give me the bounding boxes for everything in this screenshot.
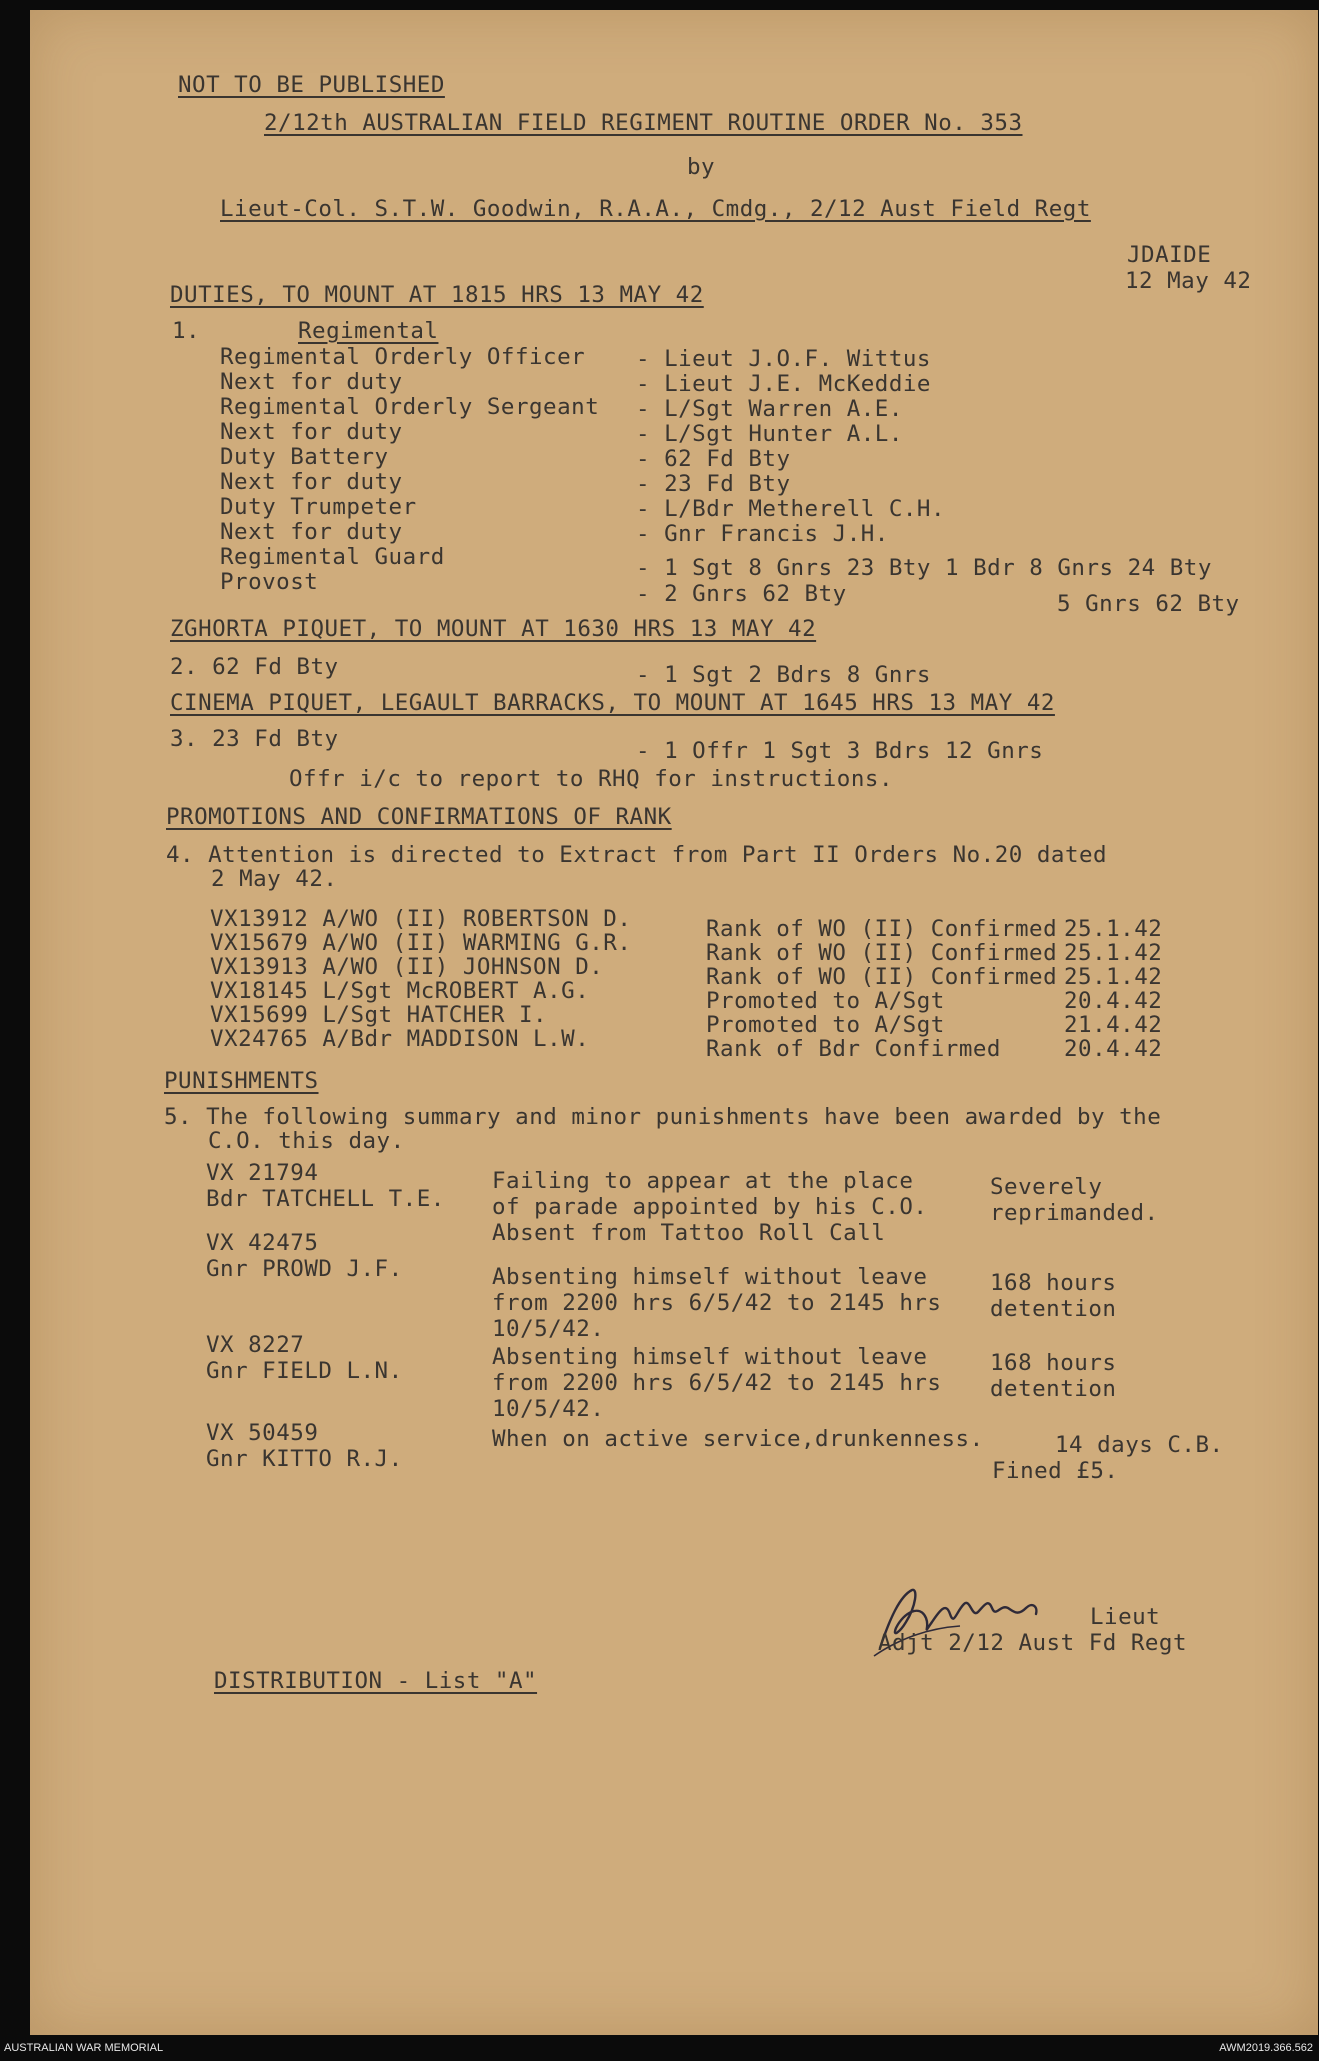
signature-rank: Lieut	[1090, 1604, 1161, 1630]
offence-line: of parade appointed by his C.O.	[492, 1194, 928, 1220]
zghorta-unit: 2. 62 Fd Bty	[170, 654, 339, 680]
promotion-action: Rank of WO (II) Confirmed	[706, 916, 1058, 942]
promotion-name: VX15699 L/Sgt HATCHER I.	[210, 1002, 548, 1028]
archive-footer	[0, 2035, 1319, 2061]
duty-assignee: - 23 Fd Bty	[636, 471, 791, 497]
signature-appointment: Adjt 2/12 Aust Fd Regt	[878, 1630, 1188, 1656]
award-line: detention	[990, 1376, 1117, 1402]
service-number: VX 42475	[206, 1230, 319, 1256]
offence-line: 10/5/42.	[492, 1396, 605, 1422]
soldier-name: Gnr KITTO R.J.	[206, 1446, 403, 1472]
duty-role: Next for duty	[220, 519, 403, 545]
promotion-action: Promoted to A/Sgt	[706, 988, 945, 1014]
offence-line: Absenting himself without leave	[492, 1344, 928, 1370]
offence-line: Absent from Tattoo Roll Call	[492, 1220, 886, 1246]
promotion-action: Promoted to A/Sgt	[706, 1012, 945, 1038]
promotion-name: VX13913 A/WO (II) JOHNSON D.	[210, 954, 604, 980]
offence-line: 10/5/42.	[492, 1316, 605, 1342]
cinema-detail: - 1 Offr 1 Sgt 3 Bdrs 12 Gnrs	[636, 738, 1044, 764]
duty-role: Regimental Orderly Sergeant	[220, 394, 600, 420]
duty-role: Duty Trumpeter	[220, 494, 417, 520]
duty-assignee: - L/Sgt Hunter A.L.	[636, 421, 903, 447]
promotion-date: 25.1.42	[1064, 940, 1163, 966]
zghorta-heading: ZGHORTA PIQUET, TO MOUNT AT 1630 HRS 13 MAY 42	[170, 616, 817, 642]
service-number: VX 8227	[206, 1332, 305, 1358]
award-line: 168 hours	[990, 1350, 1117, 1376]
duty-assignee: - L/Bdr Metherell C.H.	[636, 496, 946, 522]
promotion-date: 20.4.42	[1064, 1036, 1163, 1062]
award-line: detention	[990, 1296, 1117, 1322]
footer-accession-number: AWM2019.366.562	[1219, 2042, 1313, 2054]
award-line: reprimanded.	[990, 1200, 1159, 1226]
promotions-heading: PROMOTIONS AND CONFIRMATIONS OF RANK	[166, 804, 672, 830]
service-number: VX 21794	[206, 1160, 319, 1186]
commander-line: Lieut-Col. S.T.W. Goodwin, R.A.A., Cmdg., 2/12 Aust Field Regt	[220, 196, 1091, 222]
duty-role: Next for duty	[220, 369, 403, 395]
promotions-intro-date: 2 May 42.	[211, 866, 338, 892]
provost-extra: 5 Gnrs 62 Bty	[1057, 591, 1240, 617]
promotion-date: 25.1.42	[1064, 916, 1163, 942]
by-line: by	[687, 154, 716, 180]
duty-assignee: - 2 Gnrs 62 Bty	[636, 581, 847, 607]
offence-line: Failing to appear at the place	[492, 1168, 914, 1194]
duty-assignee: - 62 Fd Bty	[636, 446, 791, 472]
duty-role: Regimental Orderly Officer	[220, 344, 586, 370]
promotion-name: VX18145 L/Sgt McROBERT A.G.	[210, 978, 590, 1004]
promotion-name: VX15679 A/WO (II) WARMING G.R.	[210, 930, 632, 956]
soldier-name: Gnr FIELD L.N.	[206, 1358, 403, 1384]
distribution-line: DISTRIBUTION - List "A"	[214, 1668, 538, 1694]
award-line: Severely	[990, 1174, 1103, 1200]
promotion-date: 25.1.42	[1064, 964, 1163, 990]
duty-role: Next for duty	[220, 419, 403, 445]
cinema-heading: CINEMA PIQUET, LEGAULT BARRACKS, TO MOUNT AT 1645 HRS 13 MAY 42	[170, 690, 1055, 716]
duty-role: Duty Battery	[220, 444, 389, 470]
duty-assignee: - Lieut J.O.F. Wittus	[636, 346, 931, 372]
punishments-intro: 5. The following summary and minor punishments have been awarded by the	[164, 1104, 1162, 1130]
promotion-action: Rank of WO (II) Confirmed	[706, 964, 1058, 990]
promotion-action: Rank of WO (II) Confirmed	[706, 940, 1058, 966]
award-line: 168 hours	[990, 1270, 1117, 1296]
soldier-name: Bdr TATCHELL T.E.	[206, 1186, 445, 1212]
punishments-heading: PUNISHMENTS	[164, 1068, 319, 1094]
regimental-subheading: Regimental	[298, 318, 439, 344]
place-name: JDAIDE	[1127, 242, 1212, 268]
offence-line: from 2200 hrs 6/5/42 to 2145 hrs	[492, 1290, 942, 1316]
award-line: 14 days C.B.	[1055, 1432, 1224, 1458]
zghorta-detail: - 1 Sgt 2 Bdrs 8 Gnrs	[636, 662, 931, 688]
promotion-name: VX24765 A/Bdr MADDISON L.W.	[210, 1026, 590, 1052]
offence-line: Absenting himself without leave	[492, 1264, 928, 1290]
promotion-date: 20.4.42	[1064, 988, 1163, 1014]
order-date: 12 May 42	[1125, 268, 1252, 294]
promotion-date: 21.4.42	[1064, 1012, 1163, 1038]
footer-institution: AUSTRALIAN WAR MEMORIAL	[4, 2042, 164, 2054]
soldier-name: Gnr PROWD J.F.	[206, 1256, 403, 1282]
offence-line: When on active service,drunkenness.	[492, 1426, 984, 1452]
duty-assignee: - 1 Sgt 8 Gnrs 23 Bty 1 Bdr 8 Gnrs 24 Bty	[636, 555, 1212, 581]
duty-role: Next for duty	[220, 469, 403, 495]
promotion-action: Rank of Bdr Confirmed	[706, 1036, 1001, 1062]
duty-role: Regimental Guard	[220, 544, 445, 570]
offence-line: from 2200 hrs 6/5/42 to 2145 hrs	[492, 1370, 942, 1396]
duties-heading: DUTIES, TO MOUNT AT 1815 HRS 13 MAY 42	[170, 282, 704, 308]
document-page	[30, 10, 1318, 2035]
promotions-intro: 4. Attention is directed to Extract from Part II Orders No.20 dated	[166, 842, 1108, 868]
cinema-note: Offr i/c to report to RHQ for instructions.	[289, 766, 893, 792]
punishments-intro-cont: C.O. this day.	[208, 1128, 405, 1154]
cinema-unit: 3. 23 Fd Bty	[170, 726, 339, 752]
duty-assignee: - L/Sgt Warren A.E.	[636, 396, 903, 422]
not-published-heading: NOT TO BE PUBLISHED	[178, 72, 445, 98]
order-title: 2/12th AUSTRALIAN FIELD REGIMENT ROUTINE ORDER No. 353	[264, 110, 1023, 136]
duty-role: Provost	[220, 569, 319, 595]
duty-assignee: - Lieut J.E. McKeddie	[636, 371, 931, 397]
promotion-name: VX13912 A/WO (II) ROBERTSON D.	[210, 906, 632, 932]
award-line: Fined £5.	[992, 1458, 1119, 1484]
duties-number: 1.	[172, 318, 201, 344]
duty-assignee: - Gnr Francis J.H.	[636, 521, 889, 547]
service-number: VX 50459	[206, 1420, 319, 1446]
